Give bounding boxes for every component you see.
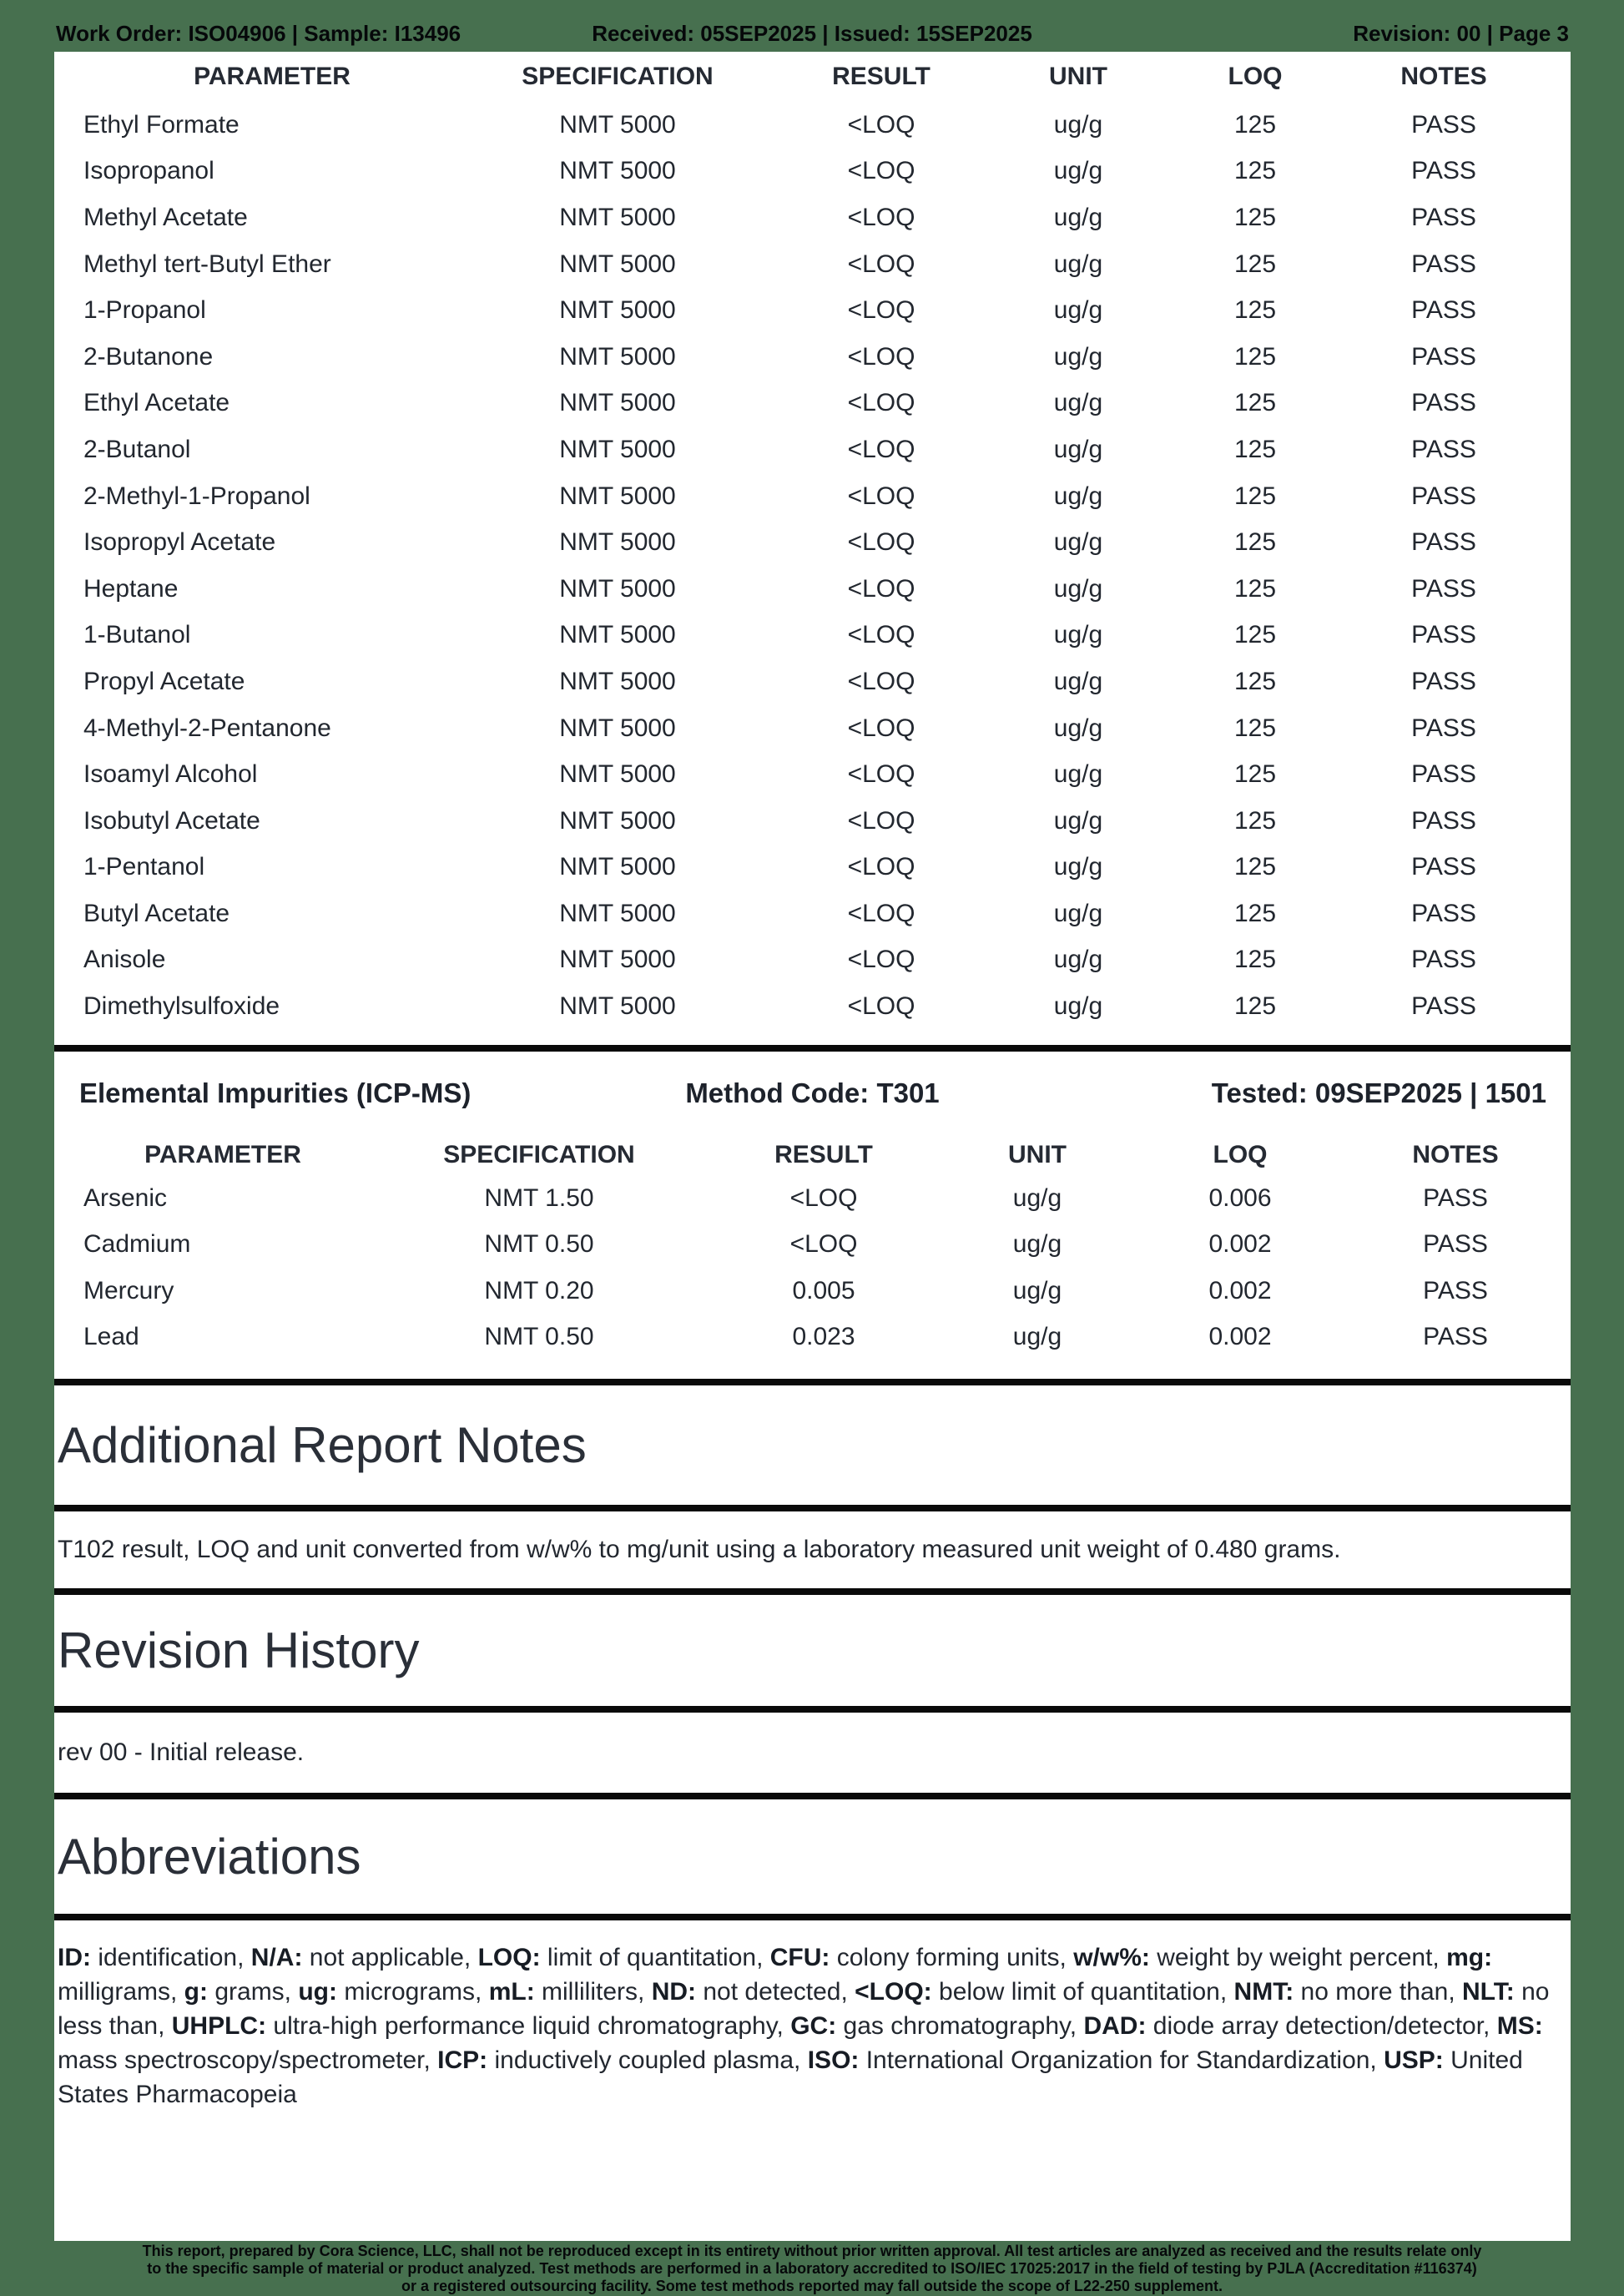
table-cell: 125 — [1233, 806, 1277, 835]
abbreviation-term: LOQ: — [477, 1943, 541, 1971]
table-cell: ug/g — [1053, 992, 1103, 1021]
abbreviations-heading — [54, 1799, 1571, 1914]
footer-disclaimer — [0, 2241, 1624, 2295]
report-page-body — [54, 52, 1571, 2241]
table-cell: 125 — [1233, 853, 1277, 881]
table-cell: <LOQ — [847, 714, 915, 742]
table-cell: NMT 0.50 — [484, 1323, 594, 1351]
table-cell: 125 — [1233, 760, 1277, 789]
work-order-sample-label: Work Order: ISO04906 | Sample: I13496 — [56, 21, 461, 46]
table-cell: PASS — [1411, 621, 1476, 649]
table-cell: ug/g — [1053, 342, 1103, 371]
parameter-cell: Isobutyl Acetate — [83, 806, 260, 835]
column-header: RESULT — [774, 1140, 873, 1168]
table-cell: 125 — [1233, 435, 1277, 463]
parameter-cell: Mercury — [83, 1276, 174, 1304]
table-cell: PASS — [1423, 1323, 1488, 1351]
table-row — [54, 519, 1571, 566]
table-cell: NMT 5000 — [559, 157, 676, 185]
section-heading-text: Abbreviations — [58, 1828, 361, 1885]
revision-history-body — [54, 1713, 1571, 1793]
table-cell: PASS — [1411, 389, 1476, 417]
revision-page-label: Revision: 00 | Page 3 — [1353, 21, 1569, 46]
residual-solvents-header-row — [54, 52, 1571, 102]
parameter-cell: 4-Methyl-2-Pentanone — [83, 714, 331, 742]
abbreviation-term: mL: — [488, 1977, 535, 2006]
table-cell: <LOQ — [847, 806, 915, 835]
abbreviation-term: DAD: — [1083, 2011, 1147, 2040]
revision-history-heading — [54, 1595, 1571, 1706]
table-cell: NMT 5000 — [559, 435, 676, 463]
abbreviation-term: MS: — [1496, 2011, 1543, 2040]
table-row — [54, 937, 1571, 984]
table-cell: NMT 5000 — [559, 667, 676, 695]
table-cell: PASS — [1411, 806, 1476, 835]
table-cell: ug/g — [1053, 296, 1103, 325]
table-cell: 125 — [1233, 992, 1277, 1021]
revision-text: rev 00 - Initial release. — [58, 1738, 305, 1766]
section-heading-text: Revision History — [58, 1622, 420, 1678]
table-cell: NMT 5000 — [559, 806, 676, 835]
table-cell: ug/g — [1053, 528, 1103, 557]
table-row — [54, 1221, 1571, 1268]
table-cell: <LOQ — [847, 250, 915, 278]
table-cell: PASS — [1423, 1183, 1488, 1212]
table-cell: ug/g — [1053, 203, 1103, 231]
table-row — [54, 426, 1571, 473]
table-cell: PASS — [1411, 528, 1476, 557]
table-row — [54, 287, 1571, 334]
table-cell: NMT 5000 — [559, 389, 676, 417]
table-cell: <LOQ — [847, 946, 915, 974]
table-cell: ug/g — [1053, 667, 1103, 695]
section-divider — [54, 1793, 1571, 1799]
table-cell: <LOQ — [847, 992, 915, 1021]
table-cell: 125 — [1233, 157, 1277, 185]
abbreviation-term: ug: — [298, 1977, 337, 2006]
table-cell: NMT 5000 — [559, 574, 676, 603]
table-cell: ug/g — [1053, 250, 1103, 278]
table-cell: <LOQ — [847, 203, 915, 231]
table-cell: <LOQ — [847, 342, 915, 371]
table-row — [54, 751, 1571, 798]
table-cell: NMT 5000 — [559, 621, 676, 649]
additional-report-notes-heading — [54, 1385, 1571, 1505]
footer-line: This report, prepared by Cora Science, LLC, shall not be reproduced except in its entirety without prior written approval. All test articles are analyzed as received and the results relate only — [142, 2243, 1482, 2259]
column-header: NOTES — [1400, 63, 1487, 90]
table-row — [54, 1268, 1571, 1315]
elemental-section-title: Elemental Impurities (ICP-MS) — [79, 1077, 472, 1108]
table-cell: PASS — [1411, 574, 1476, 603]
table-cell: 0.006 — [1208, 1183, 1272, 1212]
table-row — [54, 381, 1571, 427]
table-cell: NMT 5000 — [559, 250, 676, 278]
parameter-cell: Butyl Acetate — [83, 899, 230, 927]
table-cell: PASS — [1411, 667, 1476, 695]
method-code-label: Method Code: T301 — [685, 1077, 940, 1108]
table-cell: <LOQ — [847, 296, 915, 325]
table-cell: ug/g — [1053, 760, 1103, 789]
table-cell: PASS — [1411, 342, 1476, 371]
column-header: RESULT — [832, 63, 931, 90]
table-cell: PASS — [1411, 899, 1476, 927]
abbreviation-term: ND: — [651, 1977, 697, 2006]
column-header: SPECIFICATION — [522, 63, 714, 90]
table-cell: PASS — [1423, 1230, 1488, 1259]
abbreviation-term: CFU: — [769, 1943, 830, 1971]
section-divider — [54, 1505, 1571, 1511]
section-divider — [54, 1588, 1571, 1595]
table-cell: PASS — [1411, 110, 1476, 139]
table-cell: 125 — [1233, 110, 1277, 139]
table-cell: PASS — [1411, 435, 1476, 463]
section-divider — [54, 1914, 1571, 1920]
elemental-impurities-table — [54, 1135, 1571, 1360]
table-cell: NMT 5000 — [559, 760, 676, 789]
parameter-cell: 1-Propanol — [83, 296, 206, 325]
table-cell: ug/g — [1053, 714, 1103, 742]
table-cell: <LOQ — [847, 157, 915, 185]
table-cell: ug/g — [1012, 1230, 1062, 1259]
table-cell: PASS — [1411, 714, 1476, 742]
table-cell: PASS — [1411, 250, 1476, 278]
parameter-cell: Ethyl Formate — [83, 110, 240, 139]
table-cell: ug/g — [1012, 1323, 1062, 1351]
column-header: LOQ — [1228, 63, 1283, 90]
elemental-impurities-rows — [54, 1175, 1571, 1360]
table-cell: ug/g — [1053, 853, 1103, 881]
table-cell: <LOQ — [789, 1183, 858, 1212]
table-cell: NMT 0.20 — [484, 1276, 594, 1304]
column-header: PARAMETER — [194, 63, 351, 90]
table-cell: <LOQ — [847, 760, 915, 789]
table-cell: <LOQ — [847, 899, 915, 927]
table-cell: 0.002 — [1208, 1230, 1272, 1259]
elemental-impurities-section-bar — [54, 1052, 1571, 1135]
column-header: NOTES — [1412, 1140, 1499, 1168]
parameter-cell: Lead — [83, 1323, 139, 1351]
table-cell: NMT 5000 — [559, 714, 676, 742]
table-cell: 125 — [1233, 296, 1277, 325]
table-cell: ug/g — [1053, 389, 1103, 417]
parameter-cell: 2-Methyl-1-Propanol — [83, 482, 310, 510]
table-cell: <LOQ — [847, 528, 915, 557]
abbreviation-term: ICP: — [437, 2046, 488, 2074]
abbreviation-term: USP: — [1384, 2046, 1444, 2074]
table-cell: 0.023 — [792, 1323, 855, 1351]
table-cell: ug/g — [1012, 1183, 1062, 1212]
column-header: LOQ — [1213, 1140, 1268, 1168]
table-row — [54, 102, 1571, 149]
abbreviation-term: GC: — [790, 2011, 837, 2040]
table-cell: PASS — [1411, 992, 1476, 1021]
table-cell: NMT 5000 — [559, 528, 676, 557]
table-cell: NMT 5000 — [559, 482, 676, 510]
table-cell: 125 — [1233, 714, 1277, 742]
column-header: PARAMETER — [144, 1140, 301, 1168]
section-heading-text: Additional Report Notes — [58, 1416, 587, 1473]
table-cell: <LOQ — [847, 667, 915, 695]
table-row — [54, 149, 1571, 195]
table-row — [54, 798, 1571, 845]
note-text: T102 result, LOQ and unit converted from w/w% to mg/unit using a laboratory measured unit weight of 0.480 grams. — [58, 1535, 1341, 1563]
table-cell: ug/g — [1053, 946, 1103, 974]
table-row — [54, 705, 1571, 752]
table-cell: 0.005 — [792, 1276, 855, 1304]
tested-date-label: Tested: 09SEP2025 | 1501 — [1211, 1077, 1546, 1108]
column-header: UNIT — [1049, 63, 1107, 90]
table-cell: NMT 5000 — [559, 296, 676, 325]
abbreviations-body: ID: identification, N/A: not applicable, LOQ: limit of quantitation, CFU: colony forming units, w/w%: weight by weight percent, mg: milligrams, g: grams, ug: micrograms, mL: milliliters, ND: not detected, <LOQ: below limit of quantitation, NMT: no more than, NLT: no less than, UHPLC: ultra-high performance liquid chromatography, GC: gas chromatography, DAD: diode array detection/detector, MS: mass spectroscopy/spectrometer, ICP: inductively coupled plasma, ISO: International Organization for Standardization, USP: United States Pharmacopeia — [58, 1943, 1550, 2108]
table-cell: PASS — [1411, 296, 1476, 325]
table-cell: <LOQ — [847, 110, 915, 139]
report-header-bar — [0, 0, 1624, 52]
table-cell: NMT 1.50 — [484, 1183, 594, 1212]
table-cell: <LOQ — [847, 853, 915, 881]
table-cell: ug/g — [1053, 806, 1103, 835]
parameter-cell: Methyl Acetate — [83, 203, 248, 231]
parameter-cell: Ethyl Acetate — [83, 389, 230, 417]
table-row — [54, 1314, 1571, 1360]
table-cell: ug/g — [1053, 435, 1103, 463]
table-cell: ug/g — [1053, 621, 1103, 649]
parameter-cell: Isopropyl Acetate — [83, 528, 276, 557]
received-issued-label: Received: 05SEP2025 | Issued: 15SEP2025 — [592, 21, 1032, 46]
table-row — [54, 334, 1571, 381]
table-cell: NMT 5000 — [559, 946, 676, 974]
parameter-cell: 1-Pentanol — [83, 853, 205, 881]
table-row — [54, 566, 1571, 613]
table-cell: 125 — [1233, 250, 1277, 278]
table-row — [54, 241, 1571, 288]
abbreviation-term: N/A: — [250, 1943, 303, 1971]
table-cell: <LOQ — [847, 482, 915, 510]
table-cell: NMT 5000 — [559, 853, 676, 881]
table-cell: PASS — [1411, 853, 1476, 881]
table-cell: ug/g — [1053, 110, 1103, 139]
abbreviation-term: NLT: — [1462, 1977, 1515, 2006]
section-divider — [54, 1045, 1571, 1052]
table-cell: <LOQ — [847, 389, 915, 417]
parameter-cell: Methyl tert-Butyl Ether — [83, 250, 331, 278]
residual-solvents-rows — [54, 102, 1571, 1030]
parameter-cell: Anisole — [83, 946, 166, 974]
table-cell: PASS — [1411, 157, 1476, 185]
abbreviation-term: mg: — [1446, 1943, 1493, 1971]
table-cell: <LOQ — [789, 1230, 858, 1259]
table-cell: ug/g — [1053, 574, 1103, 603]
parameter-cell: 1-Butanol — [83, 621, 191, 649]
footer-line: or a registered outsourcing facility. Some test methods reported may fall outside the scope of L22-250 supplement. — [401, 2278, 1223, 2294]
table-cell: NMT 5000 — [559, 203, 676, 231]
table-cell: NMT 5000 — [559, 992, 676, 1021]
table-cell: 125 — [1233, 621, 1277, 649]
additional-report-notes-body — [54, 1511, 1571, 1588]
table-cell: ug/g — [1053, 157, 1103, 185]
table-cell: 125 — [1233, 482, 1277, 510]
abbreviation-term: <LOQ: — [855, 1977, 932, 2006]
column-header: UNIT — [1008, 1140, 1067, 1168]
table-cell: <LOQ — [847, 574, 915, 603]
abbreviation-term: UHPLC: — [171, 2011, 267, 2040]
table-cell: PASS — [1411, 203, 1476, 231]
residual-solvents-table — [54, 52, 1571, 1030]
table-cell: 0.002 — [1208, 1276, 1272, 1304]
table-row — [54, 845, 1571, 891]
abbreviation-term: NMT: — [1233, 1977, 1294, 2006]
table-cell: PASS — [1411, 760, 1476, 789]
table-cell: 125 — [1233, 528, 1277, 557]
table-row — [54, 659, 1571, 705]
parameter-cell: Heptane — [83, 574, 179, 603]
table-row — [54, 473, 1571, 520]
table-cell: 125 — [1233, 574, 1277, 603]
table-row — [54, 891, 1571, 937]
elemental-impurities-header-row — [54, 1135, 1571, 1175]
section-divider — [54, 1706, 1571, 1713]
section-divider — [54, 1379, 1571, 1385]
table-row — [54, 194, 1571, 241]
table-cell: 125 — [1233, 203, 1277, 231]
table-cell: 125 — [1233, 946, 1277, 974]
table-cell: 125 — [1233, 667, 1277, 695]
table-cell: PASS — [1423, 1276, 1488, 1304]
table-cell: ug/g — [1053, 482, 1103, 510]
abbreviation-term: ID: — [58, 1943, 91, 1971]
column-header: SPECIFICATION — [443, 1140, 635, 1168]
parameter-cell: Dimethylsulfoxide — [83, 992, 280, 1021]
table-cell: NMT 5000 — [559, 110, 676, 139]
table-cell: <LOQ — [847, 621, 915, 649]
table-cell: 125 — [1233, 342, 1277, 371]
abbreviation-term: g: — [184, 1977, 208, 2006]
table-cell: NMT 5000 — [559, 899, 676, 927]
table-cell: PASS — [1411, 946, 1476, 974]
parameter-cell: Arsenic — [83, 1183, 168, 1212]
table-row — [54, 983, 1571, 1030]
parameter-cell: Cadmium — [83, 1230, 191, 1259]
table-cell: 125 — [1233, 389, 1277, 417]
table-cell: PASS — [1411, 482, 1476, 510]
table-row — [54, 613, 1571, 659]
table-cell: 0.002 — [1208, 1323, 1272, 1351]
parameter-cell: Propyl Acetate — [83, 667, 245, 695]
parameter-cell: 2-Butanone — [83, 342, 214, 371]
table-cell: ug/g — [1053, 899, 1103, 927]
table-row — [54, 1175, 1571, 1222]
table-cell: <LOQ — [847, 435, 915, 463]
table-cell: NMT 5000 — [559, 342, 676, 371]
table-cell: 125 — [1233, 899, 1277, 927]
table-cell: NMT 0.50 — [484, 1230, 594, 1259]
table-cell: ug/g — [1012, 1276, 1062, 1304]
footer-line: to the specific sample of material or product analyzed. Test methods are performed in a laboratory accredited to ISO/IEC 17025:2017 in the field of testing by PJLA (Accreditation #116374) — [147, 2260, 1477, 2277]
parameter-cell: Isoamyl Alcohol — [83, 760, 258, 789]
parameter-cell: 2-Butanol — [83, 435, 191, 463]
abbreviation-term: w/w%: — [1073, 1943, 1150, 1971]
parameter-cell: Isopropanol — [83, 157, 214, 185]
abbreviation-term: ISO: — [807, 2046, 860, 2074]
